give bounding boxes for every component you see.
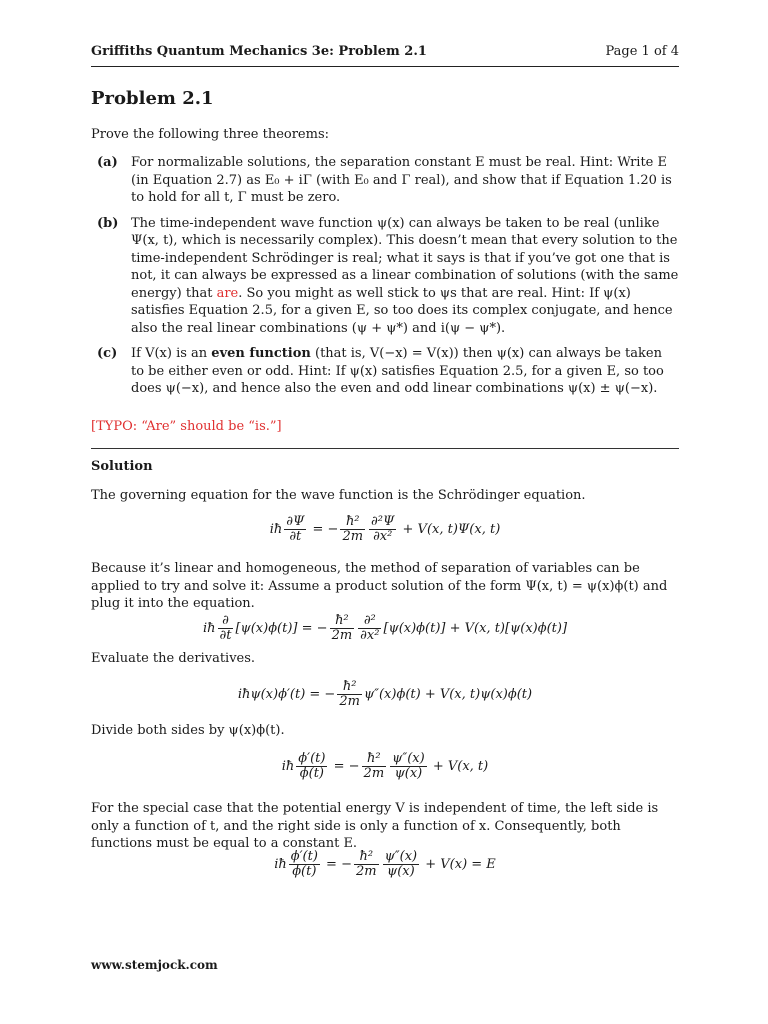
eq-numerator: ∂² bbox=[358, 614, 381, 629]
eq-text: iħ bbox=[274, 857, 287, 872]
eq-text: iħ bbox=[281, 759, 295, 774]
eq-fraction bbox=[340, 515, 365, 544]
item-label: (c) bbox=[97, 346, 118, 361]
eq-text: + V(x, t) bbox=[432, 759, 489, 774]
solution-paragraph-3: Evaluate the derivatives. bbox=[91, 651, 256, 666]
equation-schrodinger bbox=[91, 515, 679, 544]
eq-numerator: ∂ bbox=[218, 614, 234, 629]
bold-term: even function bbox=[211, 346, 311, 361]
typo-note: [TYPO: “Are” should be “is.”] bbox=[91, 419, 282, 434]
item-text-part: If V(x) is an bbox=[131, 346, 212, 361]
eq-numerator: ħ² bbox=[354, 850, 379, 865]
eq-denominator: ψ(x) bbox=[387, 864, 415, 879]
item-text bbox=[131, 215, 679, 338]
eq-text: [ψ(x)ϕ(t)] bbox=[235, 621, 298, 636]
eq-fraction bbox=[362, 752, 387, 781]
solution-paragraph-4: Divide both sides by ψ(x)ϕ(t). bbox=[91, 723, 285, 738]
eq-fraction bbox=[358, 614, 381, 643]
eq-fraction bbox=[383, 850, 420, 879]
eq-fraction bbox=[284, 515, 306, 544]
footer-url[interactable]: www.stemjock.com bbox=[91, 958, 218, 972]
eq-numerator: ħ² bbox=[362, 752, 387, 767]
item-text-part: The time-independent wave function ψ(x) can always be taken to be real (unlike Ψ(x, t), which is necessarily complex). This doesn’t mean that every solution to the time-independent Schrödinger is real; what it says is that if you’ve got one that is not, it can always be expressed as a linear combination of solutions (with the same energy) that bbox=[131, 215, 679, 301]
equation-divided bbox=[91, 752, 679, 781]
eq-denominator: ∂x² bbox=[373, 529, 393, 544]
eq-text: = − bbox=[312, 522, 339, 537]
eq-text: iħψ(x)ϕ′(t) = − bbox=[237, 687, 336, 702]
item-text bbox=[131, 345, 679, 398]
section-divider bbox=[91, 448, 679, 449]
eq-fraction bbox=[354, 850, 379, 879]
highlighted-word: are bbox=[216, 285, 239, 301]
eq-numerator: ħ² bbox=[337, 680, 362, 695]
problem-heading: Problem 2.1 bbox=[91, 88, 214, 109]
eq-denominator: 2m bbox=[331, 628, 353, 643]
item-text-part: (that is, V(−x) = V(x)) then ψ(x) can always be taken to be either even or odd. Hint: If ψ(x) satisfies Equation 2.5, for a given E, so too does ψ(−x), and hence also the even and odd linear combinations ψ(x) ± ψ(−x). bbox=[131, 346, 664, 396]
eq-text: [ψ(x)ϕ(t)] + V(x, t)[ψ(x)ϕ(t)] bbox=[383, 621, 568, 636]
eq-fraction bbox=[337, 680, 362, 709]
item-label: (a) bbox=[97, 155, 118, 170]
item-a bbox=[97, 154, 679, 207]
item-text-part: . So you might as well stick to ψs that are real. Hint: If ψ(x) satisfies Equation 2.5, for a given E, so too does its complex conjugate, and hence also the real linear combinations (ψ + ψ*) and i(ψ − ψ*). bbox=[131, 285, 673, 336]
item-text: For normalizable solutions, the separation constant E must be real. Hint: Write E (in Equation 2.7) as E₀ + iΓ (with E₀ and Γ real), and show that if Equation 1.20 is to hold for all t, Γ must be zero. bbox=[131, 155, 672, 205]
eq-numerator: ∂Ψ bbox=[286, 514, 305, 529]
eq-numerator: ψ″(x) bbox=[392, 751, 425, 766]
eq-text: iħ bbox=[269, 522, 283, 537]
eq-denominator: ∂t bbox=[219, 628, 232, 643]
eq-denominator: 2m bbox=[355, 864, 377, 879]
eq-text: iħ bbox=[202, 621, 216, 636]
eq-text: = − bbox=[326, 857, 352, 872]
eq-text: + V(x) = E bbox=[425, 857, 496, 872]
item-c bbox=[97, 345, 679, 398]
eq-text: + V(x, t)Ψ(x, t) bbox=[402, 522, 501, 537]
header-rule bbox=[91, 66, 679, 67]
solution-paragraph-5: For the special case that the potential energy V is independent of time, the left side is only a function of t, and the right side is only a function of x. Consequently, both functions must be equal to a constant E. bbox=[91, 801, 659, 851]
solution-paragraph-2: Because it’s linear and homogeneous, the method of separation of variables can be applied to try and solve it: Assume a product solution of the form Ψ(x, t) = ψ(x)ϕ(t) and plug it into the equation. bbox=[91, 561, 668, 611]
eq-numerator: ħ² bbox=[330, 614, 355, 629]
item-label: (b) bbox=[97, 215, 119, 231]
eq-denominator: 2m bbox=[363, 766, 385, 781]
eq-numerator: ∂²Ψ bbox=[371, 514, 395, 529]
page-indicator: Page 1 of 4 bbox=[605, 44, 679, 59]
problem-intro: Prove the following three theorems: bbox=[91, 127, 330, 142]
eq-text: = − bbox=[301, 621, 328, 636]
eq-denominator: ∂x² bbox=[360, 628, 380, 643]
solution-paragraph-1: The governing equation for the wave function is the Schrödinger equation. bbox=[91, 488, 586, 503]
eq-numerator: ϕ′(t) bbox=[298, 751, 326, 766]
eq-fraction bbox=[289, 850, 320, 879]
eq-denominator: 2m bbox=[342, 529, 364, 544]
eq-fraction bbox=[390, 752, 427, 781]
eq-numerator: ϕ′(t) bbox=[290, 849, 318, 864]
eq-fraction bbox=[330, 614, 355, 643]
equation-constant bbox=[91, 850, 679, 879]
eq-denominator: ψ(x) bbox=[394, 766, 423, 781]
eq-numerator: ψ″(x) bbox=[384, 849, 418, 864]
equation-derivatives bbox=[91, 680, 679, 709]
document-title: Griffiths Quantum Mechanics 3e: Problem 2.1 bbox=[91, 44, 427, 59]
eq-denominator: 2m bbox=[339, 694, 360, 709]
page-header bbox=[91, 44, 679, 59]
eq-fraction bbox=[218, 614, 234, 643]
eq-text: = − bbox=[333, 759, 360, 774]
eq-text: ψ″(x)ϕ(t) + V(x, t)ψ(x)ϕ(t) bbox=[363, 687, 533, 702]
solution-heading: Solution bbox=[91, 459, 153, 474]
eq-denominator: ϕ(t) bbox=[299, 766, 324, 781]
eq-denominator: ϕ(t) bbox=[292, 864, 317, 879]
equation-separation bbox=[91, 614, 679, 643]
item-b bbox=[97, 215, 679, 338]
eq-fraction bbox=[296, 752, 327, 781]
problem-items bbox=[97, 154, 679, 398]
eq-fraction bbox=[369, 515, 396, 544]
eq-denominator: ∂t bbox=[289, 529, 302, 544]
eq-numerator: ħ² bbox=[340, 515, 365, 530]
